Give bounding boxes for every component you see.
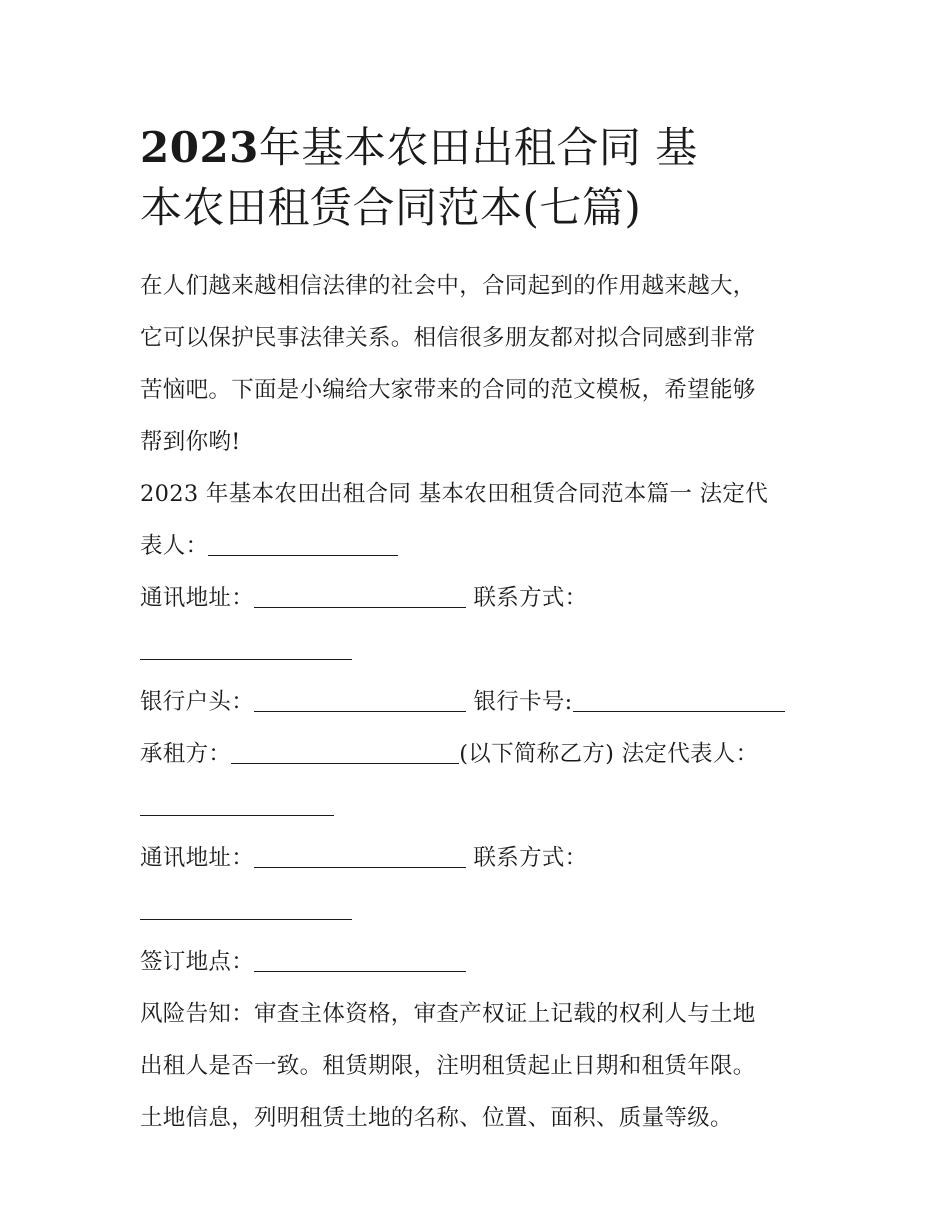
lessor-address-field [140,572,815,624]
document-page [140,118,815,1144]
sign-place-field [140,936,815,988]
lessee-label: 承租方： [140,741,232,767]
title-year: 2023 [140,123,259,172]
lessee-field [140,728,815,780]
intro-line: 苦恼吧。下面是小编给大家带来的合同的范文模板，希望能够 [140,377,756,403]
bank-account-blank[interactable] [254,689,466,712]
intro-line: 它可以保护民事法律关系。相信很多朋友都对拟合同感到非常 [140,325,756,351]
document-title [140,118,815,238]
lessee-contact-field [140,884,815,936]
lessee-address-field [140,832,815,884]
bank-card-label: 银行卡号: [473,689,573,715]
sign-place-label: 签订地点： [140,949,255,975]
contact-blank[interactable] [140,637,352,660]
legal-rep-label: 表人： [140,533,209,559]
risk-line: 风险告知：审查主体资格，审查产权证上记载的权利人与土地 [140,1001,756,1027]
contact-blank[interactable] [140,897,352,920]
sign-place-blank[interactable] [254,949,466,972]
bank-field [140,676,815,728]
section-heading: 2023 年基本农田出租合同 基本农田租赁合同范本篇一 法定代 [140,481,769,507]
legal-rep-field [140,520,815,572]
bank-account-label: 银行户头： [140,689,255,715]
address-label: 通讯地址： [140,845,255,871]
risk-line: 出租人是否一致。租赁期限，注明租赁起止日期和租赁年限。 [140,1053,756,1079]
lessee-rep-field [140,780,815,832]
lessor-contact-field [140,624,815,676]
risk-line: 土地信息，列明租赁土地的名称、位置、面积、质量等级。 [140,1105,733,1131]
lessee-suffix: (以下简称乙方) 法定代表人： [459,741,759,767]
address-blank[interactable] [254,585,466,608]
legal-rep-blank[interactable] [208,533,398,556]
contact-label: 联系方式： [473,585,588,611]
address-label: 通讯地址： [140,585,255,611]
lessee-rep-blank[interactable] [140,793,334,816]
bank-card-blank[interactable] [573,689,785,712]
lessee-blank[interactable] [231,741,459,764]
intro-paragraph [140,260,815,468]
address-blank[interactable] [254,845,466,868]
intro-line: 帮到你哟! [140,429,241,455]
contact-label: 联系方式： [473,845,588,871]
intro-line: 在人们越来越相信法律的社会中，合同起到的作用越来越大， [140,273,756,299]
title-line-1-text: 年基本农田出租合同 基 [258,123,698,172]
contract-body [140,468,815,1144]
title-line-1 [140,118,815,178]
title-line-2: 本农田租赁合同范本(七篇) [140,183,642,232]
